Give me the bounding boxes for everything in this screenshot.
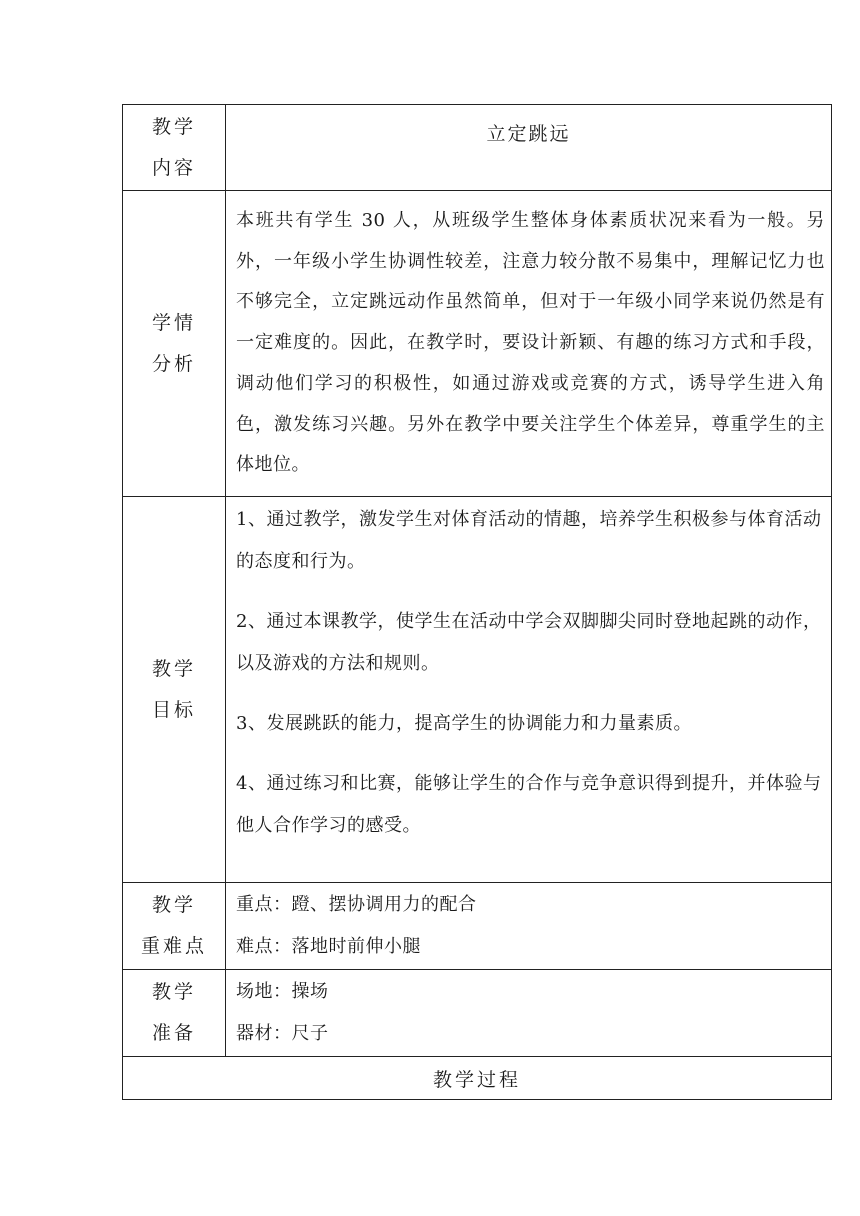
row-preparation — [123, 970, 832, 1057]
label-line: 重难点 — [140, 935, 207, 957]
teaching-process-heading: 教学过程 — [123, 1057, 832, 1100]
label-line: 学情 — [151, 311, 196, 334]
analysis-paragraph: 本班共有学生 30 人，从班级学生整体身体素质状况来看为一般。另外，一年级小学生协调性较差，注意力较分散不易集中，理解记忆力也不够完全，立定跳远动作虽然简单，但对于一年级小同学来说仍然是有一定难度的。因此，在教学时，要设计新颖、有趣的练习方式和手段，调动他们学习的积极性，如通过游戏或竞赛的方式，诱导学生进入角色，激发练习兴趣。另外在教学中要关注学生个体差异，尊重学生的主体地位。 — [236, 209, 825, 476]
label-line: 准备 — [151, 1022, 196, 1044]
objective-item: 3、发展跳跃的能力，提高学生的协调能力和力量素质。 — [236, 713, 692, 734]
label-line: 内容 — [151, 156, 196, 179]
label-line: 分析 — [151, 352, 196, 375]
label-line: 教学 — [151, 657, 196, 680]
lesson-topic: 立定跳远 — [226, 105, 832, 191]
preparation-content — [226, 970, 832, 1057]
objective-item: 4、通过练习和比赛，能够让学生的合作与竞争意识得到提升，并体验与他人合作学习的感受。 — [236, 773, 822, 836]
label-key-points — [123, 883, 226, 970]
row-teaching-content — [123, 105, 832, 191]
label-line: 目标 — [151, 698, 196, 721]
label-line: 教学 — [151, 115, 196, 138]
venue: 场地：操场 — [236, 981, 329, 1002]
label-line: 教学 — [151, 981, 196, 1003]
row-teaching-objectives — [123, 497, 832, 883]
label-preparation — [123, 970, 226, 1057]
row-teaching-process — [123, 1057, 832, 1100]
label-line: 教学 — [151, 894, 196, 916]
objective-item: 2、通过本课教学，使学生在活动中学会双脚脚尖同时登地起跳的动作，以及游戏的方法和规则。 — [236, 611, 822, 674]
row-student-analysis — [123, 191, 832, 497]
objective-item: 1、通过教学，激发学生对体育活动的情趣，培养学生积极参与体育活动的态度和行为。 — [236, 509, 822, 572]
objectives-list — [226, 497, 832, 883]
focus-point: 重点：蹬、摆协调用力的配合 — [236, 894, 477, 915]
difficulty-point: 难点：落地时前伸小腿 — [236, 936, 421, 957]
equipment: 器材：尺子 — [236, 1023, 329, 1044]
key-points-content — [226, 883, 832, 970]
student-analysis-text — [226, 191, 832, 497]
label-teaching-content — [123, 105, 226, 191]
lesson-plan-table — [122, 104, 832, 1100]
label-teaching-objectives — [123, 497, 226, 883]
label-student-analysis — [123, 191, 226, 497]
row-key-points — [123, 883, 832, 970]
